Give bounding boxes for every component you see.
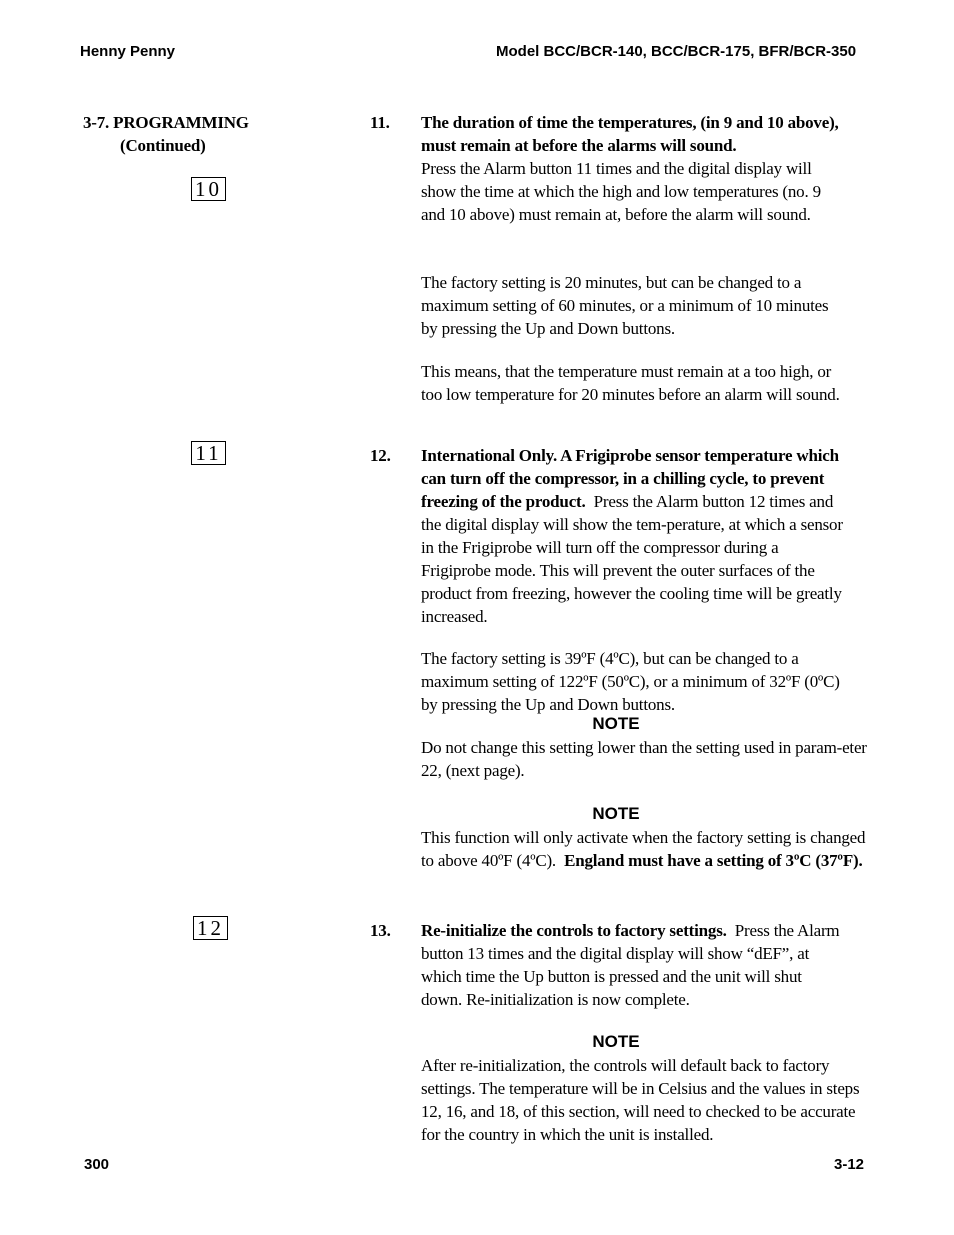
display-screen-10: 10 (191, 177, 226, 201)
step-number: 11. (370, 113, 390, 132)
step-paragraph: This means, that the temperature must remain at a too high, or too low temperature for 20 minutes before an alarm will sound. (421, 362, 840, 404)
display-screen-12: 12 (193, 916, 228, 940)
footer-code: 300 (84, 1156, 110, 1173)
display-screen-11: 11 (191, 441, 226, 465)
note-heading: NOTE (592, 804, 640, 823)
step-heading: International Only. A Frigiprobe sensor temperature which can turn off the compressor, in a chilling cycle, to prevent freezing of the product. (421, 446, 839, 511)
step-heading: Re-initialize the controls to factory settings. (421, 921, 727, 940)
section-title-line1: 3-7. PROGRAMMING (83, 113, 249, 132)
note-emphasis: England must have a setting of 3ºC (37ºF). (564, 851, 863, 870)
step-paragraph: The factory setting is 39ºF (4ºC), but can be changed to a maximum setting of 122ºF (50ºC), or a minimum of 32ºF (0ºC) by pressing the Up and Down buttons. (421, 649, 840, 714)
section-title-line2: (Continued) (120, 136, 206, 155)
step-paragraph: Press the Alarm button 13 times and the digital display will show “dEF”, at which time the Up button is pressed and the unit will shut down. Re-initialization is now complete. (421, 921, 840, 1009)
note-text: This function will only activate when the factory setting is changed to above 40ºF (4ºC). (421, 828, 866, 870)
step-paragraph: The factory setting is 20 minutes, but can be changed to a maximum setting of 60 minutes, or a minimum of 10 minutes by pressing the Up and Down buttons. (421, 273, 829, 338)
page-number: 3-12 (834, 1156, 865, 1173)
step-paragraph: Press the Alarm button 11 times and the digital display will show the time at which the high and low temperatures (no. 9 and 10 above) must remain at, before the alarm will sound. (421, 159, 821, 224)
step-13-block (421, 919, 841, 1011)
note-text: Do not change this setting lower than the setting used in param-eter 22, (next page). (421, 738, 867, 780)
step-number: 12. (370, 446, 391, 465)
step-11-block (421, 111, 841, 226)
header-company: Henny Penny (80, 43, 176, 60)
note-block (421, 826, 871, 872)
section-title (83, 111, 249, 157)
step-number: 13. (370, 921, 391, 940)
note-text: After re-initialization, the controls will default back to factory settings. The temperature will be in Celsius and the values in steps 12, 16, and 18, of this section, will need to checked to be accurate for the country in which the unit is installed. (421, 1056, 860, 1144)
note-heading: NOTE (592, 714, 640, 733)
step-heading: The duration of time the temperatures, (in 9 and 10 above), must remain at before the alarms will sound. (421, 113, 839, 155)
header-model: Model BCC/BCR-140, BCC/BCR-175, BFR/BCR-350 (496, 43, 857, 60)
note-heading: NOTE (592, 1032, 640, 1051)
step-paragraph: Press the Alarm button 12 times and the digital display will show the tem-perature, at which a sensor in the Frigiprobe will turn off the compressor during a Frigiprobe mode. This will prevent the outer surfaces of the product from freezing, however the cooling time will be greatly increased. (421, 492, 843, 626)
step-12-block (421, 444, 849, 628)
